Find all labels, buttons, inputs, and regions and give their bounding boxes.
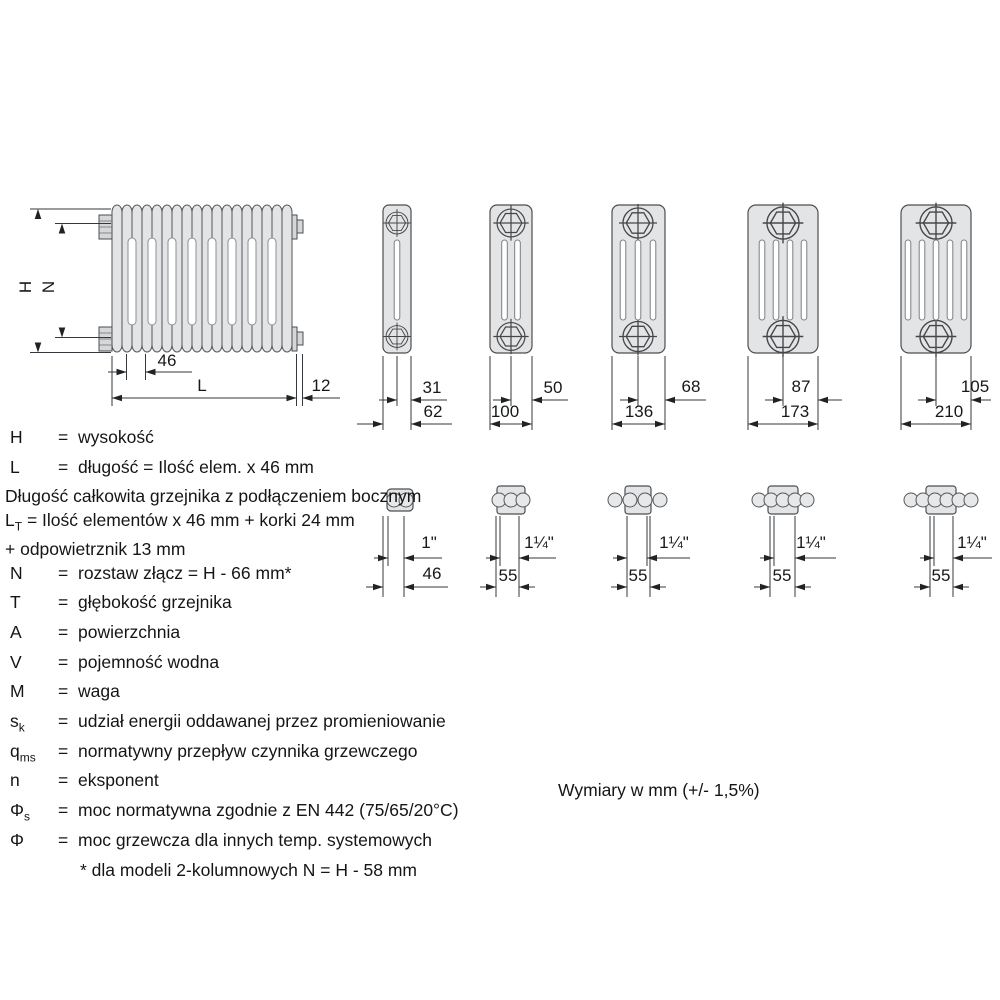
top-view-4-column [608,486,690,597]
legend-full-line: Długość całkowita grzejnika z podłączeniem bocznym [5,486,422,507]
dim-half-depth-5col: 87 [791,377,811,396]
legend-definition: normatywny przepływ czynnika grzewczego [78,740,418,761]
dim-conn-pitch-4col: 55 [628,566,648,585]
equals-sign: = [58,770,69,791]
dim-end-offset: 12 [311,376,331,395]
top-view-3-column [480,486,556,597]
legend-row [10,426,490,456]
equals-sign: = [58,740,69,761]
legend-definition: udział energii oddawanej przez promieniowanie [78,711,446,732]
dim-conn-pitch-6col: 55 [931,566,951,585]
legend-definition: waga [78,681,120,702]
dim-element-pitch: 46 [157,351,177,370]
legend-definition: moc normatywna zgodnie z EN 442 (75/65/20°C) [78,800,459,821]
equals-sign: = [58,681,69,702]
dim-thread-6col: 1¼" [957,533,987,552]
dim-thread-3col: 1¼" [524,533,554,552]
equals-sign: = [58,427,69,447]
pipe-spacing-dimension [39,224,111,338]
legend-symbol: Φ [10,829,24,850]
legend-definition: rozstaw złącz = H - 66 mm* [78,562,292,583]
legend-row [10,799,490,829]
legend-definition: długość = Ilość elem. x 46 mm [78,456,314,477]
legend-symbol: T [10,592,21,613]
cross-section-3-column [490,205,568,430]
legend-row [10,680,490,710]
equals-sign: = [58,651,69,672]
dim-half-depth-6col: 105 [960,377,990,396]
cross-section-6-column [901,203,991,430]
equals-sign: = [58,592,69,613]
legend-symbol: A [10,621,22,642]
dim-full-depth-4col: 136 [624,402,654,421]
dim-full-depth-2col: 62 [423,402,443,421]
legend-row [10,710,490,740]
top-view-6-column [904,486,992,597]
legend-symbol: $L_T$ [5,509,23,534]
legend-footnote: * dla modeli 2-kolumnowych N = H - 58 mm [80,859,417,880]
legend-row [10,621,490,651]
dim-conn-pitch-3col: 55 [498,566,518,585]
legend-row [10,829,490,859]
top-view-5-column [752,486,836,597]
legend-definition: eksponent [78,770,159,791]
dim-spacing-label: N [39,280,58,294]
equals-sign: = [58,621,69,642]
dim-full-depth-3col: 100 [490,402,520,421]
dim-thread-2col: 1" [421,533,437,552]
equals-sign: = [58,711,69,732]
legend-row [10,591,490,621]
legend-row [10,456,490,486]
legend-symbol: L [10,456,20,477]
dim-thread-4col: 1¼" [659,533,689,552]
legend-definition: głębokość grzejnika [78,592,232,613]
legend-symbol: $\Phi_s$ [10,800,30,824]
dim-thread-5col: 1¼" [796,533,826,552]
legend-symbol: $s_k$ [10,711,25,735]
radiator-columns [112,205,292,352]
legend-symbol: N [10,562,23,583]
legend-full-line: + odpowietrznik 13 mm [5,539,186,560]
dim-full-depth-5col: 173 [780,402,810,421]
cross-section-4-column [612,204,706,430]
dim-half-depth-2col: 31 [422,378,442,397]
cross-section-5-column [748,203,842,430]
equals-sign: = [58,800,69,821]
legend-symbol: V [10,651,22,672]
dim-height-label: H [16,280,35,294]
dim-full-depth-6col: 210 [934,402,964,421]
legend-definition: = Ilość elementów x 46 mm + korki 24 mm [26,509,355,530]
dim-half-depth-4col: 68 [681,377,701,396]
legend-symbol: M [10,681,25,702]
legend-full-line [5,509,490,539]
equals-sign: = [58,829,69,850]
legend-row [10,651,490,681]
dimensions-note: Wymiary w mm (+/- 1,5%) [558,780,760,800]
legend-symbol: n [10,770,20,791]
dim-conn-pitch-5col: 55 [772,566,792,585]
length-dimension [112,354,340,406]
front-view-radiator [16,205,340,406]
legend-symbol: $q_{ms}$ [10,740,36,765]
cross-section-2-column [357,205,452,430]
dim-length-label: L [197,376,207,395]
legend-row [10,740,490,770]
legend-definition: pojemność wodna [78,651,220,672]
dim-half-depth-3col: 50 [543,378,563,397]
legend-definition: powierzchnia [78,621,181,642]
legend-symbol: H [10,427,23,447]
legend-row [10,769,490,799]
legend-row [10,562,490,592]
element-pitch-dimension [108,351,192,380]
dim-conn-pitch-2col: 46 [422,564,442,583]
legend-definition: wysokość [78,427,154,447]
legend [5,426,490,882]
equals-sign: = [58,456,69,477]
legend-definition: moc grzewcza dla innych temp. systemowych [78,829,433,850]
equals-sign: = [58,562,69,583]
